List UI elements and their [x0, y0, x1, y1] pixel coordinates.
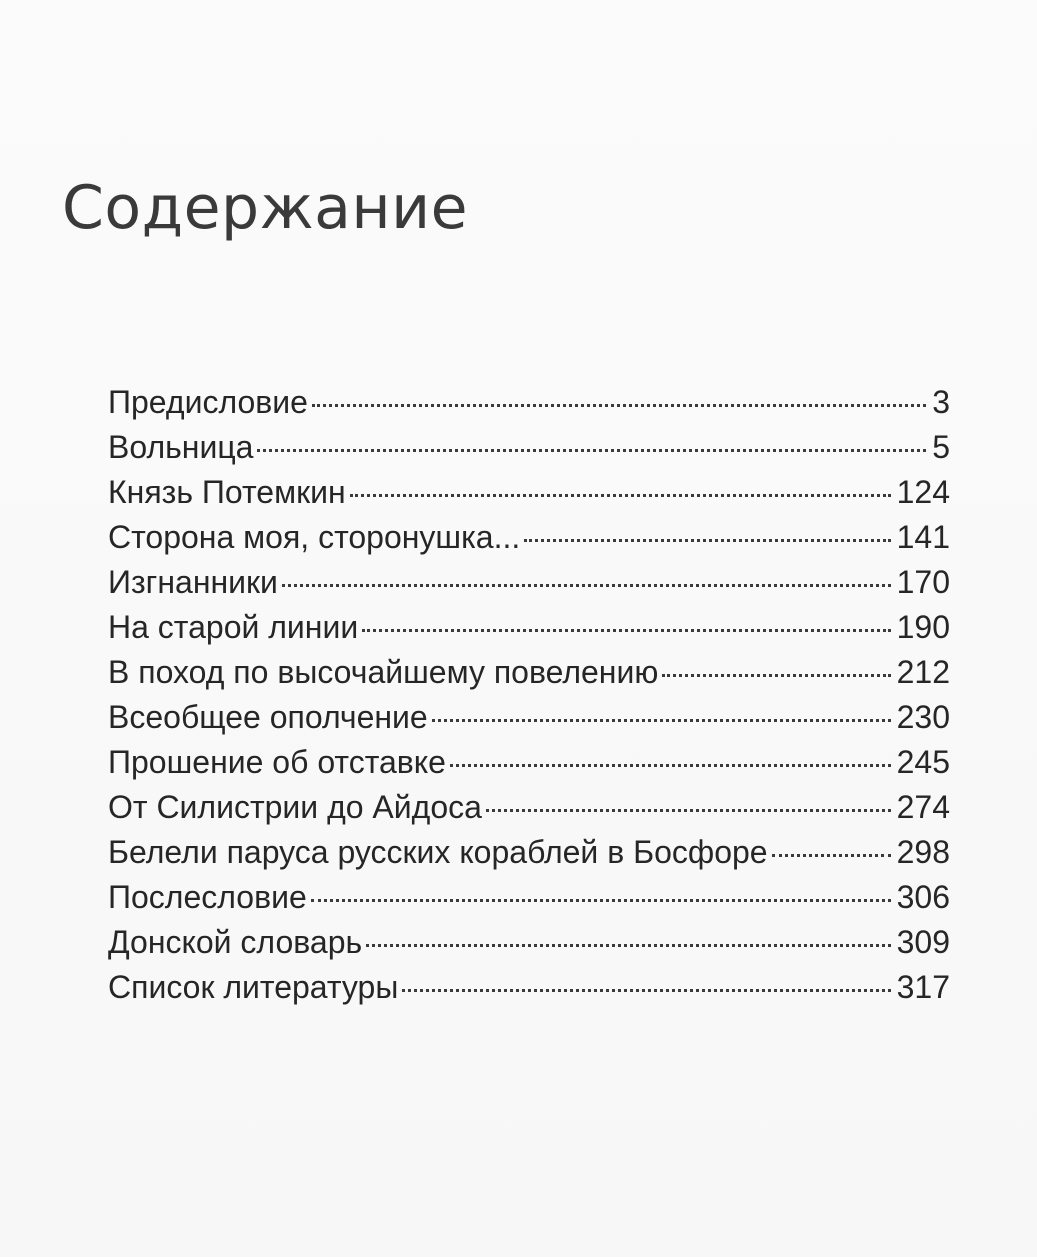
toc-entry: [108, 425, 950, 470]
toc-leader-dots: [311, 899, 891, 902]
page-title: Содержание: [62, 173, 469, 243]
toc-entry-page: 212: [896, 654, 950, 690]
toc-entry: [108, 785, 950, 830]
toc-entry-page: 298: [896, 834, 950, 870]
toc-entry: [108, 605, 950, 650]
toc-entry-page: 309: [896, 924, 950, 960]
toc-entry: [108, 380, 950, 425]
toc-entry-title: Донской словарь: [108, 924, 363, 960]
toc-entry-page: 5: [932, 429, 950, 465]
toc-leader-dots: [282, 584, 891, 587]
toc-leader-dots: [486, 809, 891, 812]
toc-entry: [108, 830, 950, 875]
toc-leader-dots: [312, 404, 926, 407]
toc-entry-title: Князь Потемкин: [108, 474, 346, 510]
toc-entry-page: 170: [896, 564, 950, 600]
toc-entry: [108, 965, 950, 1010]
toc-entry-title: На старой линии: [108, 609, 359, 645]
toc-entry-page: 190: [896, 609, 950, 645]
toc-entry: [108, 470, 950, 515]
toc-leader-dots: [432, 719, 891, 722]
toc-entry: [108, 560, 950, 605]
toc-entry: [108, 695, 950, 740]
toc-entry-page: 317: [896, 969, 950, 1005]
toc-entry-page: 124: [896, 474, 950, 510]
toc-entry: [108, 920, 950, 965]
toc-entry: [108, 740, 950, 785]
toc-entry-title: Вольница: [108, 429, 254, 465]
toc-leader-dots: [366, 944, 890, 947]
toc-leader-dots: [662, 674, 890, 677]
toc-entry: [108, 650, 950, 695]
toc-leader-dots: [772, 854, 891, 857]
toc-entry-title: Предисловие: [108, 384, 308, 420]
toc-entry-page: 3: [932, 384, 950, 420]
toc-leader-dots: [362, 629, 890, 632]
toc-entry-page: 245: [896, 744, 950, 780]
toc-entry-title: В поход по высочайшему повелению: [108, 654, 659, 690]
toc-leader-dots: [257, 449, 926, 452]
toc-entry-title: Послесловие: [108, 879, 307, 915]
toc-entry-title: Сторона моя, сторонушка...: [108, 519, 521, 555]
toc-leader-dots: [402, 989, 890, 992]
toc-entry: [108, 515, 950, 560]
toc-entry-title: От Силистрии до Айдоса: [108, 789, 482, 825]
toc-entry-title: Всеобщее ополчение: [108, 699, 428, 735]
toc-entry-page: 230: [896, 699, 950, 735]
toc-entry: [108, 875, 950, 920]
toc-leader-dots: [450, 764, 891, 767]
toc-entry-page: 274: [896, 789, 950, 825]
toc-entry-page: 141: [896, 519, 950, 555]
toc-entry-title: Изгнанники: [108, 564, 278, 600]
table-of-contents: [108, 380, 950, 1010]
toc-entry-title: Список литературы: [108, 969, 399, 1005]
toc-entry-page: 306: [896, 879, 950, 915]
toc-leader-dots: [524, 539, 890, 542]
toc-entry-title: Прошение об отставке: [108, 744, 446, 780]
toc-entry-title: Белели паруса русских кораблей в Босфоре: [108, 834, 768, 870]
toc-leader-dots: [350, 494, 891, 497]
